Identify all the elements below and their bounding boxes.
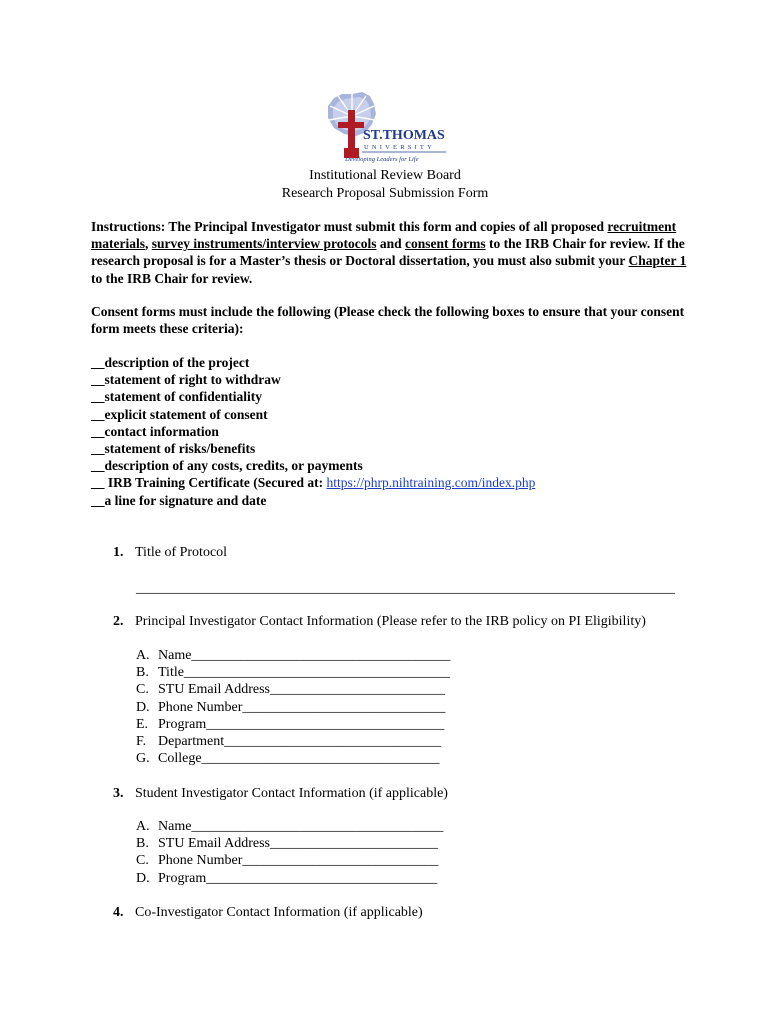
section-4-heading: 4. Co-Investigator Contact Information (if applicable) — [113, 905, 423, 920]
board-title: Institutional Review Board — [309, 168, 461, 183]
student-program-field[interactable]: D. Program_________________________________ — [136, 870, 438, 886]
pi-college-field[interactable]: G. College__________________________________ — [136, 751, 440, 767]
consent-checklist — [91, 354, 691, 509]
pi-email-field[interactable]: C. STU Email Address_________________________ — [136, 682, 445, 698]
recruitment-materials-text: recruitment materials — [91, 219, 677, 252]
university-logo — [318, 92, 454, 164]
checklist-item[interactable]: __description of the project — [91, 355, 250, 370]
survey-instruments-text: survey instruments/interview protocols — [151, 236, 377, 252]
pi-program-field[interactable]: E. Program__________________________________ — [136, 716, 445, 732]
section-1-heading: 1. Title of Protocol — [113, 545, 228, 560]
checklist-item[interactable]: __statement of right to withdraw — [91, 372, 281, 388]
student-name-field[interactable]: A. Name____________________________________ — [136, 819, 444, 834]
consent-forms-text: consent forms — [405, 236, 486, 252]
logo-tagline: Developing Leaders for Life — [345, 156, 419, 163]
checklist-item[interactable]: __statement of risks/benefits — [91, 441, 256, 457]
checklist-item[interactable]: __explicit statement of consent — [91, 406, 268, 422]
instructions: Instructions: The Principal Investigator must submit this form and copies of all proposed recruitment materials, survey instruments/interview protocols and consent forms to the IRB Chair for review. If the research proposal is for a Master’s thesis or Doctoral dissertation, you must also submit your Chapter 1 to the IRB Chair for review. — [91, 219, 687, 286]
student-phone-field[interactable]: C. Phone Number____________________________ — [136, 853, 439, 869]
checklist-item-training-certificate[interactable]: __ IRB Training Certificate (Secured at: https://phrp.nihtraining.com/index.php — [91, 475, 536, 491]
logo-name: ST.THOMAS — [363, 128, 445, 143]
pi-fields — [136, 647, 450, 767]
section-3-heading: 3. Student Investigator Contact Information (if applicable) — [113, 786, 448, 801]
section-2-heading: 2. Principal Investigator Contact Information (Please refer to the IRB policy on PI Eligibility) — [113, 614, 646, 629]
nih-training-link[interactable]: https://phrp.nihtraining.com/index.php — [326, 475, 536, 491]
protocol-title-field[interactable]: _____________________________________________________________________________ — [136, 581, 675, 596]
chapter-1-text: Chapter 1 — [628, 253, 687, 269]
checklist-item[interactable]: __statement of confidentiality — [91, 389, 262, 405]
logo-subtitle: UNIVERSITY — [364, 144, 435, 151]
consent-intro: Consent forms must include the following (Please check the following boxes to ensure that your consent form meets these criteria): — [91, 304, 685, 337]
checklist-item[interactable]: __a line for signature and date — [91, 492, 267, 508]
pi-name-field[interactable]: A. Name_____________________________________ — [136, 648, 451, 663]
student-fields — [136, 818, 443, 887]
pi-department-field[interactable]: F. Department_______________________________ — [136, 734, 442, 750]
checklist-item[interactable]: __contact information — [91, 423, 219, 439]
form-title: Research Proposal Submission Form — [281, 186, 489, 201]
pi-phone-field[interactable]: D. Phone Number_____________________________ — [136, 699, 446, 715]
checklist-item[interactable]: __description of any costs, credits, or payments — [91, 458, 363, 474]
pi-title-field[interactable]: B. Title______________________________________ — [136, 665, 450, 681]
student-email-field[interactable]: B. STU Email Address________________________ — [136, 836, 438, 852]
